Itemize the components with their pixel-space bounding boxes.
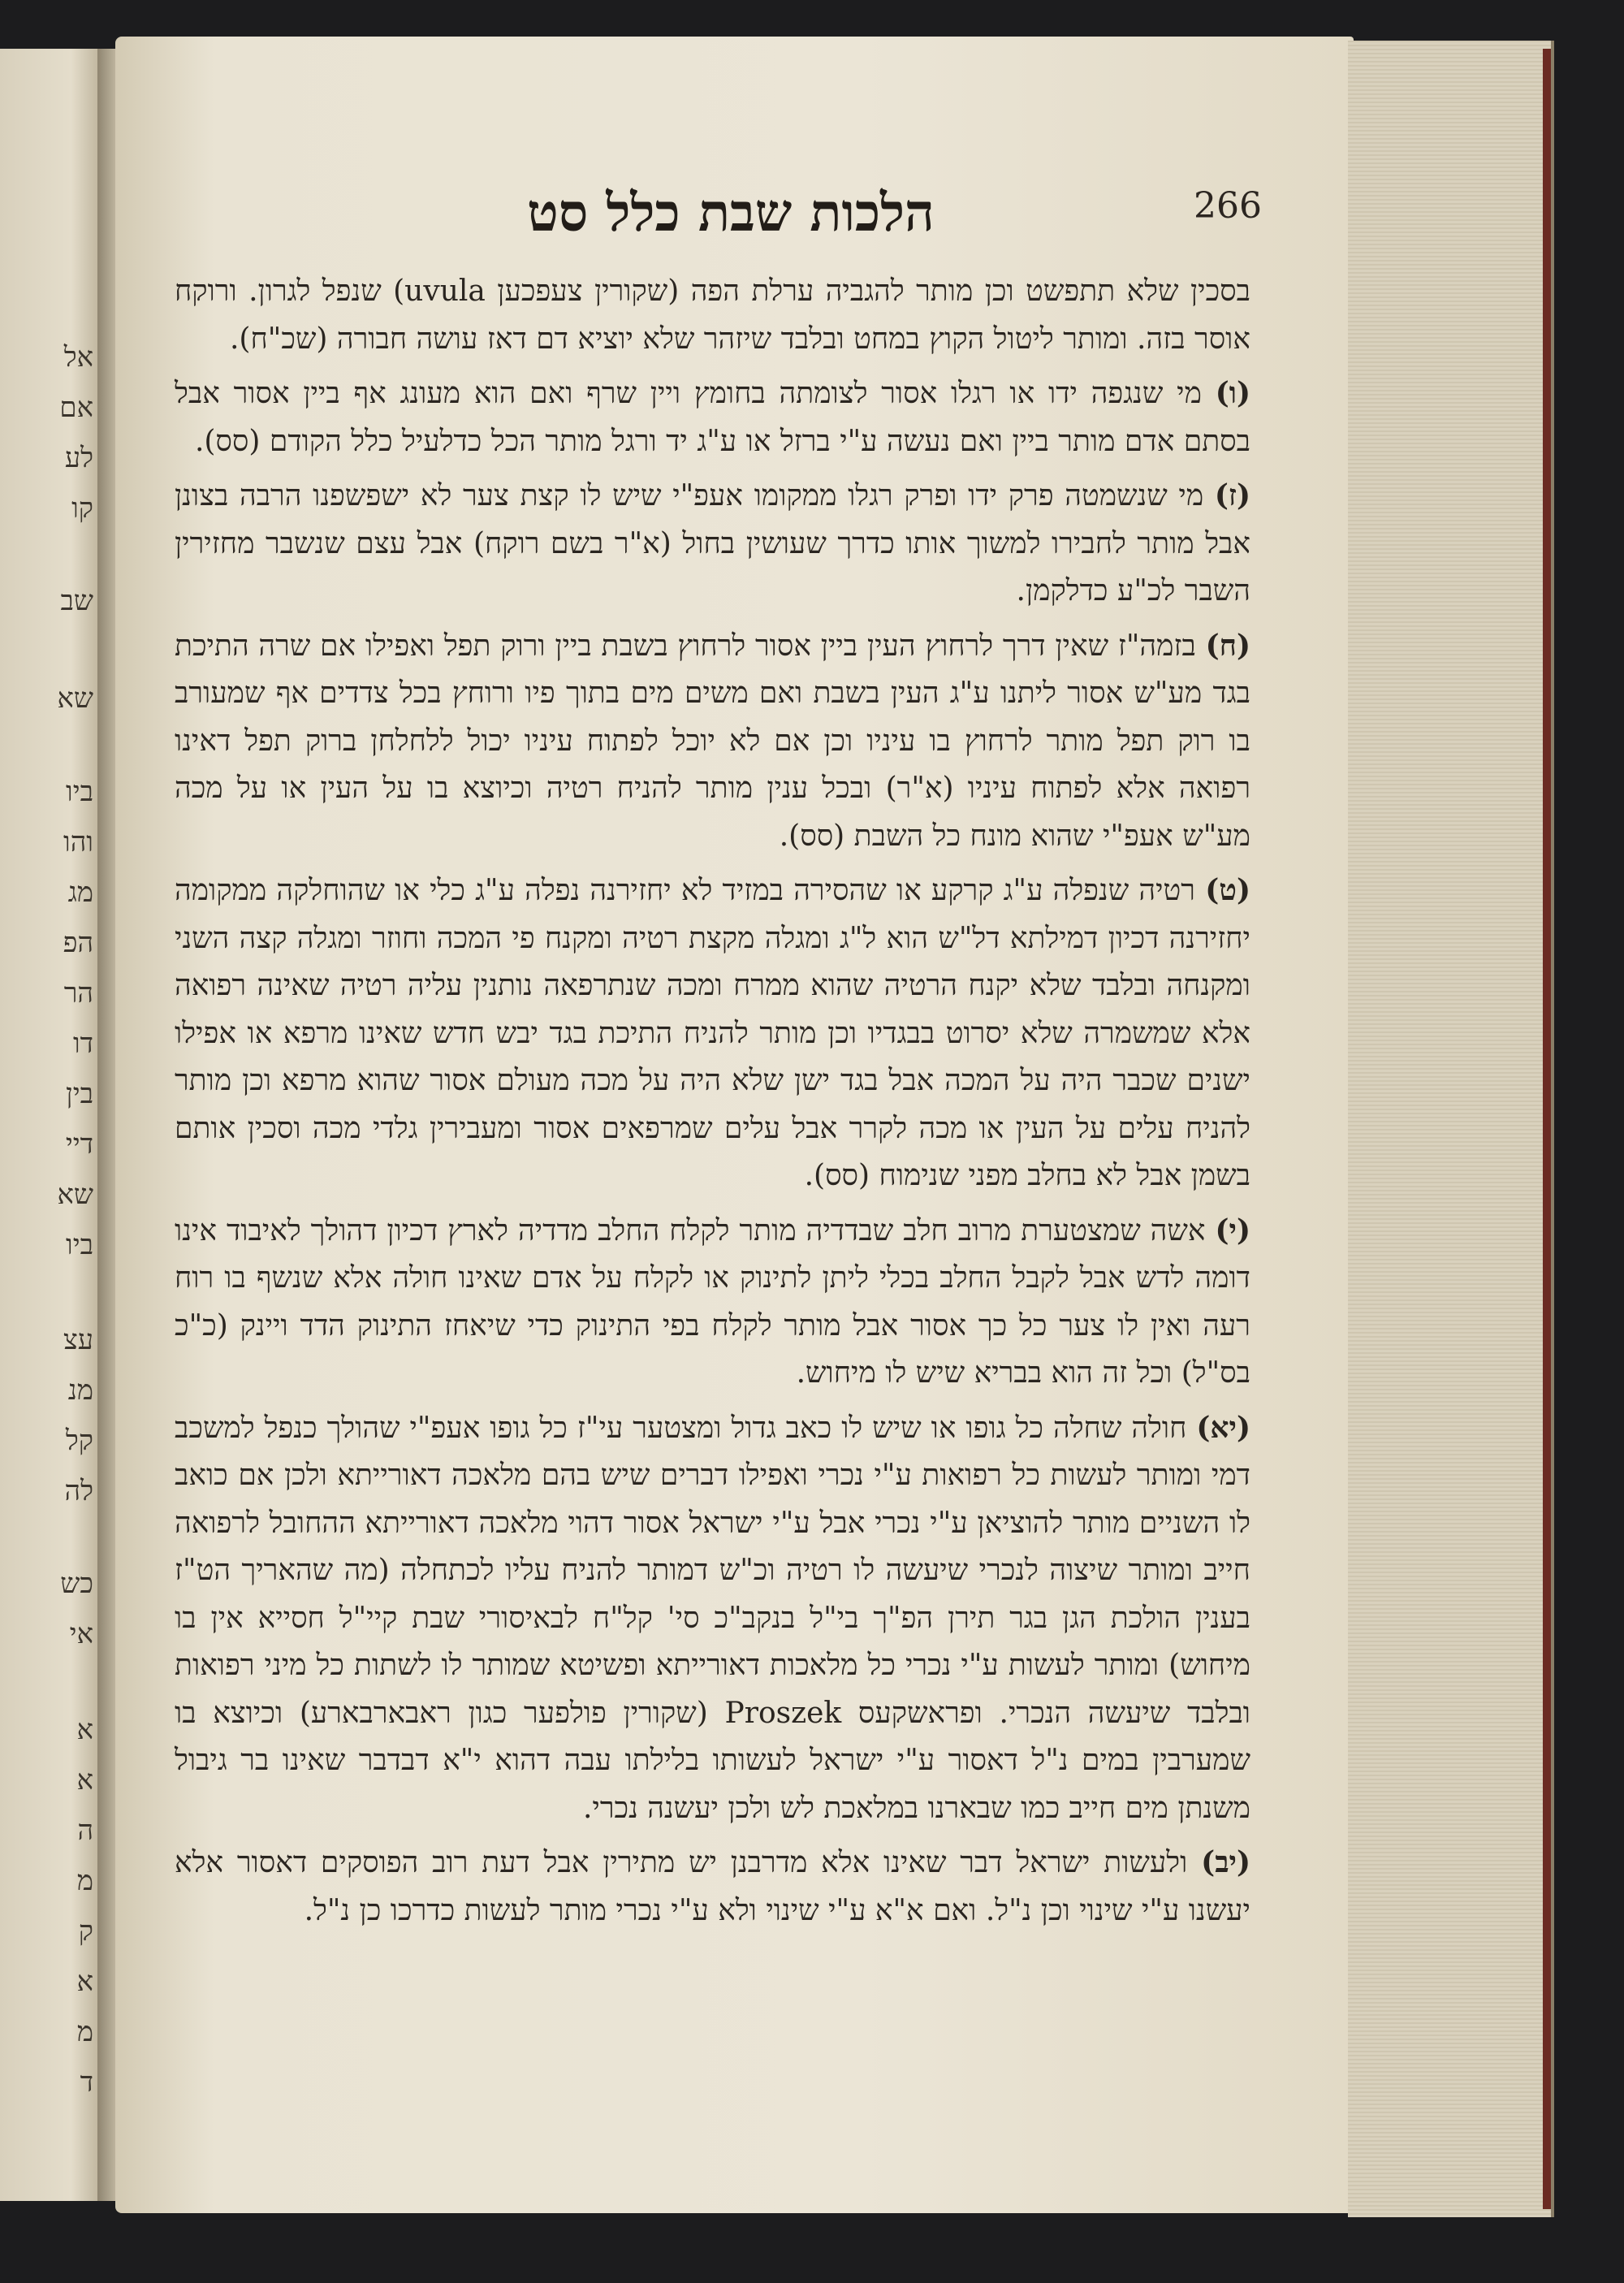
paragraph-text: אשה שמצטערת מרוב חלב שבדדיה מותר לקלח החלב מדדיה לארץ דכיון דהולך לאיבוד אינו דומה לדש אבל לקבל החלב בכלי ליתן לתינוק או לקלח על אדם שאינו חולה אלא שנשף בו רוח רעה ואין לו צער כל כך אסור אבל מותר לקלח בפי התינוק כדי שיאחז התינוק הדד ויינק (כ"כ בס"ל) וכל זה הוא בבריא שיש לו מיחוש. [175, 1213, 1251, 1390]
left-page-text-fragment: בין [66, 1078, 93, 1110]
paragraph-marker: (ט) [1205, 873, 1250, 907]
left-page-text-fragment: אל [63, 341, 93, 374]
left-page-text-fragment: שא [57, 1178, 93, 1211]
page-title: הלכות שבת כלל סט [527, 183, 935, 244]
left-page-text-fragment: שב [60, 585, 93, 617]
paragraph-marker: (יב) [1201, 1845, 1251, 1879]
left-page-text-fragment: כש [60, 1567, 93, 1600]
paragraph-marker: (יא) [1196, 1410, 1250, 1445]
left-page-text-fragment: אי [69, 1618, 93, 1650]
left-page-text-fragment: הר [63, 977, 93, 1010]
left-page-text-fragment: דו [72, 1027, 93, 1060]
paragraph [175, 1839, 1250, 1935]
left-page-edge [0, 49, 102, 2201]
left-page-text-fragment: קל [65, 1425, 93, 1457]
paragraph [175, 370, 1250, 465]
left-page-text-fragment: שא [57, 682, 93, 715]
paragraph-marker: (ו) [1215, 376, 1250, 410]
left-page-text-fragment: ביו [66, 776, 93, 808]
paragraph-text: בסכין שלא תתפשט וכן מותר להגביה ערלת הפה (שקורין צעפכען uvula) שנפל לגרון. ורוקח אוסר בזה. ומותר ליטול הקוץ במחט ובלבד שיזהר שלא יוציא דם דאז עושה חבורה (שכ"ח). [175, 275, 1250, 356]
paragraph [175, 867, 1250, 1200]
left-page-text-fragment: מג [67, 876, 93, 909]
paragraph-marker: (י) [1215, 1213, 1250, 1247]
paragraph [175, 268, 1250, 363]
paragraph-text: בזמה"ז שאין דרך לרחוץ העין ביין אסור לרחוץ בשבת ביין ורוק תפל ואפילו אם שרה התיכת בגד מע"ש אסור ליתנו ע"ג העין בשבת ואם משים מים בתוך פיו ורוחץ בכל צדדים אף שמעורב בו רוק תפל מותר לרחוץ בו עיניו וכן אם לא יוכל לפתוח עיניו יכול ללחלחן ברוק תפל דאינו רפואה אלא לפתוח עיניו (א"ר) ובכל ענין מותר להניח רטיה וכיוצא בו על העין או על מכה מע"ש אעפ"י שהוא מונח כל השבת (סס). [175, 629, 1250, 853]
left-page-text-fragment: ד [80, 2066, 93, 2099]
page-number: 266 [1194, 185, 1262, 227]
paragraph-text: חולה שחלה כל גופו או שיש לו כאב גדול ומצטער עי"ז כל גופו אעפ"י שהולך כנפל למשכב דמי ומותר לעשות כל רפואות ע"י נכרי ואפילו דברים שיש בהם מלאכה דאורייתא ולכן אם כואב לו השניים מותר להוציאן ע"י נכרי אבל ע"י ישראל אסור דהוי מלאכה דאורייתא ההחובל לרפואה חייב ומותר שיצוה לנכרי שיעשה לו רטיה וכ"ש דמותר להניח עליו לכתחלה (מה שהאריך הט"ז בענין הולכת הגן בגר תירן הפ"ך בי"ל בנקב"כ סי' קל"ח לבאיסורי שבת קיי"ל חסייא אין בו מיחוש) ומותר לעשות ע"י נכרי כל מלאכות דאורייתא ופשיטא שמותר לו לשתות כל מיני רפואות ובלבד שיעשה הנכרי. ופראשקעס Proszek (שקורין פולפער כגון ראבארבארע) וכיוצא בו שמערבין במים נ"ל דאסור ע"י ישראל לעשותו בלילתו עבה דהוא י"א דבדבר שאינו בר גיבול משנתן מים חייב כמו שבארנו במלאכת לש ולכן יעשנה נכרי. [175, 1411, 1251, 1825]
paragraph-marker: (ז) [1214, 478, 1250, 512]
left-page-text-fragment: לע [64, 442, 93, 474]
book-cover-edge [1543, 49, 1551, 2209]
book-fore-edge [1348, 41, 1554, 2217]
left-page-text-fragment: עצ [63, 1324, 93, 1356]
left-page-text-fragment: הפ [63, 927, 93, 959]
paragraph [175, 1207, 1250, 1398]
left-page-text-fragment: ביו [66, 1229, 93, 1261]
body-text [175, 268, 1250, 1941]
left-page-text-fragment: ק [78, 1915, 93, 1948]
left-page-text-fragment: מ [76, 1865, 93, 1897]
left-page-text-fragment: לה [64, 1475, 93, 1507]
paragraph [175, 472, 1250, 616]
paragraph-text: מי שנגפה ידו או רגלו אסור לצומתה בחומץ ויין שרף ואם הוא מעונג אף ביין אסור אבל בסתם אדם מותר ביין ואם נעשה ע"י ברזל או ע"ג יד ורגל מותר הכל כדלעיל כלל הקודם (סס). [175, 377, 1250, 458]
left-page-text-fragment: ה [77, 1814, 93, 1847]
left-page-text-fragment: א [76, 1965, 93, 1998]
paragraph [175, 622, 1250, 861]
left-page-text-fragment: דיי [65, 1128, 93, 1161]
paragraph [175, 1404, 1250, 1833]
left-page-text-fragment: מ [76, 2016, 93, 2048]
left-page-text-fragment: א [76, 1764, 93, 1797]
left-page-text-fragment: קו [71, 492, 93, 525]
paragraph-text: ולעשות ישראל דבר שאינו אלא מדרבנן יש מתירין אבל דעת רוב הפוסקים דאסור אלא יעשנו ע"י שינוי וכן נ"ל. ואם א"א ע"י שינוי ולא ע"י נכרי מותר לעשות כדרכו כן נ"ל. [175, 1846, 1250, 1927]
left-page-text-fragment: והו [63, 826, 93, 858]
left-page-text-fragment: א [76, 1714, 93, 1746]
left-page-text-fragment: אם [59, 391, 93, 424]
paragraph-text: רטיה שנפלה ע"ג קרקע או שהסירה במזיד לא יחזירנה נפלה ע"ג כלי או שהוחלקה ממקומה יחזירנה דכיון דמילתא דל"ש הוא ל"ג ומגלה מקצת רטיה ומקנח פי המכה וחוזר ומגלה קצה השני ומקנחה ובלבד שלא יקנח הרטיה שהוא ממרח ומכה שנתרפאה נותנין עליה רטיה שאינה רפואה אלא שמשמרה שלא יסרוט בבגדיו וכן מותר להניח התיכת בגד יבש חדש שאינו מרפא או אפילו ישנים שכבר היה על המכה אבל בגד ישן שלא היה על מכה מעולם אסור שהוא מרפא וכן מותר להניח עלים על העין או מכה לקרר אבל עלים שמרפאים אסור ומעבירין גלדי מכה וסכין אותם בשמן אבל לא בחלב מפני שנימוח (סס). [175, 874, 1250, 1192]
left-page-text-fragment: מנ [67, 1374, 93, 1407]
paragraph-text: מי שנשמטה פרק ידו ופרק רגלו ממקומו אעפ"י שיש לו קצת צער לא ישפשפנו הרבה בצונן אבל מותר לחבירו למשוך אותו כדרך שעושין בחול (א"ר בשם רוקח) אבל עצם שנשבר מחזירין השבר לכ"ע כדלקמן. [175, 479, 1250, 608]
paragraph-marker: (ח) [1205, 628, 1250, 663]
